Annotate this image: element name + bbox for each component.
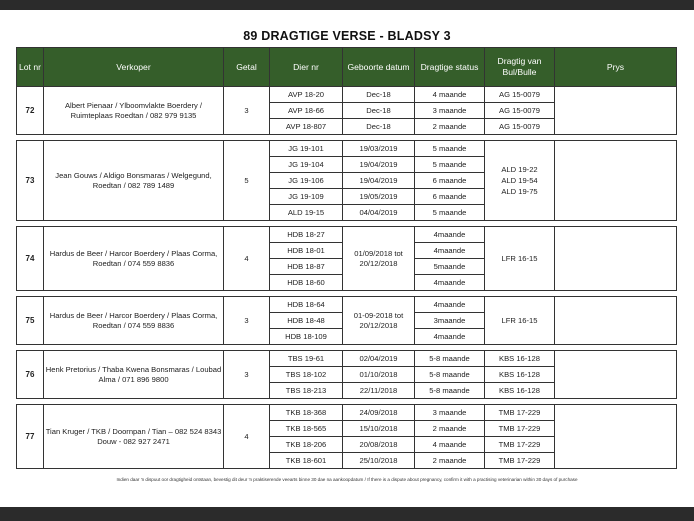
sire-bull: AG 15-0079: [485, 103, 555, 119]
catalogue-page: [0, 10, 694, 507]
seller-info: Hardus de Beer / Harcor Boerdery / Plaas Corma, Roedtan / 074 559 8836: [44, 297, 224, 345]
sire-bull: AG 15-0079: [485, 87, 555, 103]
price-cell: [555, 227, 677, 291]
pregnancy-status: 4maande: [415, 297, 485, 313]
lot-number: 73: [17, 141, 44, 221]
pregnancy-status: 6 maande: [415, 173, 485, 189]
animal-id: TKB 18-601: [270, 453, 343, 469]
header-getal: Getal: [224, 48, 270, 87]
animal-id: HDB 18-109: [270, 329, 343, 345]
animal-id: TKB 18-206: [270, 437, 343, 453]
header-dier-nr: Dier nr: [270, 48, 343, 87]
sire-bull: TMB 17-229: [485, 453, 555, 469]
animal-count: 3: [224, 297, 270, 345]
pregnancy-status: 5-8 maande: [415, 383, 485, 399]
footnote: Indien daar 'n dispuut oor dragtigheid ontstaan, bevestig dit deur 'n praktiserende veearts binne 30 dae na aankoopdatum / If there is a dispute about pregnancy, confirm it with a practising veterinarian within 30 days of purchase: [116, 477, 578, 482]
price-cell: [555, 141, 677, 221]
lot-number: 75: [17, 297, 44, 345]
birth-date: 19/05/2019: [343, 189, 415, 205]
sire-bull: AG 15-0079: [485, 119, 555, 135]
animal-id: JG 19-109: [270, 189, 343, 205]
animal-id: TKB 18-565: [270, 421, 343, 437]
price-cell: [555, 405, 677, 469]
sire-bull: KBS 16-128: [485, 367, 555, 383]
birth-date: Dec-18: [343, 87, 415, 103]
header-geboorte-datum: Geboorte datum: [343, 48, 415, 87]
animal-id: HDB 18-27: [270, 227, 343, 243]
pregnancy-status: 5 maande: [415, 205, 485, 221]
animal-count: 3: [224, 87, 270, 135]
birth-date-range: 01-09-2018 tot 20/12/2018: [343, 297, 415, 345]
animal-count: 5: [224, 141, 270, 221]
price-cell: [555, 351, 677, 399]
pregnancy-status: 4maande: [415, 329, 485, 345]
header-prys: Prys: [555, 48, 677, 87]
seller-info: Henk Pretorius / Thaba Kwena Bonsmaras / Loubad Alma / 071 896 9800: [44, 351, 224, 399]
pregnancy-status: 2 maande: [415, 119, 485, 135]
birth-date: Dec-18: [343, 103, 415, 119]
sire-bull: TMB 17-229: [485, 421, 555, 437]
pregnancy-status: 3maande: [415, 313, 485, 329]
birth-date: 19/03/2019: [343, 141, 415, 157]
animal-id: TBS 18-102: [270, 367, 343, 383]
lot-number: 72: [17, 87, 44, 135]
header-lot-nr: Lot nr: [17, 48, 44, 87]
animal-id: JG 19-104: [270, 157, 343, 173]
pregnancy-status: 6 maande: [415, 189, 485, 205]
pregnancy-status: 4maande: [415, 227, 485, 243]
animal-id: TKB 18-368: [270, 405, 343, 421]
page-title: 89 DRAGTIGE VERSE - BLADSY 3: [243, 29, 451, 43]
animal-id: HDB 18-87: [270, 259, 343, 275]
sire-bull: KBS 16-128: [485, 383, 555, 399]
animal-id: TBS 19-61: [270, 351, 343, 367]
pregnancy-status: 4 maande: [415, 87, 485, 103]
table-row: [17, 87, 677, 103]
animal-id: HDB 18-48: [270, 313, 343, 329]
pregnancy-status: 5 maande: [415, 141, 485, 157]
sire-bull: TMB 17-229: [485, 437, 555, 453]
animal-id: AVP 18-66: [270, 103, 343, 119]
animal-id: JG 19-101: [270, 141, 343, 157]
pregnancy-status: 3 maande: [415, 103, 485, 119]
birth-date: 20/08/2018: [343, 437, 415, 453]
animal-id: TBS 18-213: [270, 383, 343, 399]
birth-date: 22/11/2018: [343, 383, 415, 399]
pregnancy-status: 2 maande: [415, 421, 485, 437]
lots-body: [17, 87, 677, 469]
table-row: [17, 297, 677, 313]
lot-number: 77: [17, 405, 44, 469]
price-cell: [555, 87, 677, 135]
sire-bull: TMB 17-229: [485, 405, 555, 421]
table-row: [17, 351, 677, 367]
animal-id: HDB 18-01: [270, 243, 343, 259]
table-row: [17, 227, 677, 243]
birth-date: 04/04/2019: [343, 205, 415, 221]
price-cell: [555, 297, 677, 345]
animal-id: AVP 18-807: [270, 119, 343, 135]
birth-date: 24/09/2018: [343, 405, 415, 421]
lot-number: 74: [17, 227, 44, 291]
header-dragtige-status: Dragtige status: [415, 48, 485, 87]
pregnancy-status: 5 maande: [415, 157, 485, 173]
lots-table: [16, 47, 677, 469]
pregnancy-status: 4 maande: [415, 437, 485, 453]
table-row: [17, 405, 677, 421]
animal-count: 4: [224, 405, 270, 469]
pregnancy-status: 4maande: [415, 243, 485, 259]
lot-number: 76: [17, 351, 44, 399]
seller-info: Albert Pienaar / Ylboomvlakte Boerdery / Ruimteplaas Roedtan / 082 979 9135: [44, 87, 224, 135]
sire-bulls: LFR 16-15: [485, 227, 555, 291]
sire-bulls: ALD 19-22 ALD 19-54 ALD 19-75: [485, 141, 555, 221]
pregnancy-status: 3 maande: [415, 405, 485, 421]
animal-id: ALD 19-15: [270, 205, 343, 221]
animal-count: 4: [224, 227, 270, 291]
sire-bull: KBS 16-128: [485, 351, 555, 367]
animal-id: HDB 18-64: [270, 297, 343, 313]
birth-date: 19/04/2019: [343, 173, 415, 189]
pregnancy-status: 2 maande: [415, 453, 485, 469]
seller-info: Hardus de Beer / Harcor Boerdery / Plaas Corma, Roedtan / 074 559 8836: [44, 227, 224, 291]
pregnancy-status: 5-8 maande: [415, 351, 485, 367]
table-header: [17, 48, 677, 87]
birth-date: 19/04/2019: [343, 157, 415, 173]
pregnancy-status: 5-8 maande: [415, 367, 485, 383]
header-verkoper: Verkoper: [44, 48, 224, 87]
seller-info: Jean Gouws / Aldigo Bonsmaras / Welgegund, Roedtan / 082 789 1489: [44, 141, 224, 221]
birth-date: 25/10/2018: [343, 453, 415, 469]
header-dragtig-van: Dragtig van Bul/Bulle: [485, 48, 555, 87]
animal-id: HDB 18-60: [270, 275, 343, 291]
pregnancy-status: 5maande: [415, 259, 485, 275]
birth-date: Dec-18: [343, 119, 415, 135]
seller-info: Tian Kruger / TKB / Doornpan / Tian – 082 524 8343 Douw - 082 927 2471: [44, 405, 224, 469]
animal-count: 3: [224, 351, 270, 399]
animal-id: AVP 18-20: [270, 87, 343, 103]
animal-id: JG 19-106: [270, 173, 343, 189]
birth-date: 02/04/2019: [343, 351, 415, 367]
birth-date-range: 01/09/2018 tot 20/12/2018: [343, 227, 415, 291]
birth-date: 01/10/2018: [343, 367, 415, 383]
birth-date: 15/10/2018: [343, 421, 415, 437]
pregnancy-status: 4maande: [415, 275, 485, 291]
sire-bulls: LFR 16-15: [485, 297, 555, 345]
table-row: [17, 141, 677, 157]
